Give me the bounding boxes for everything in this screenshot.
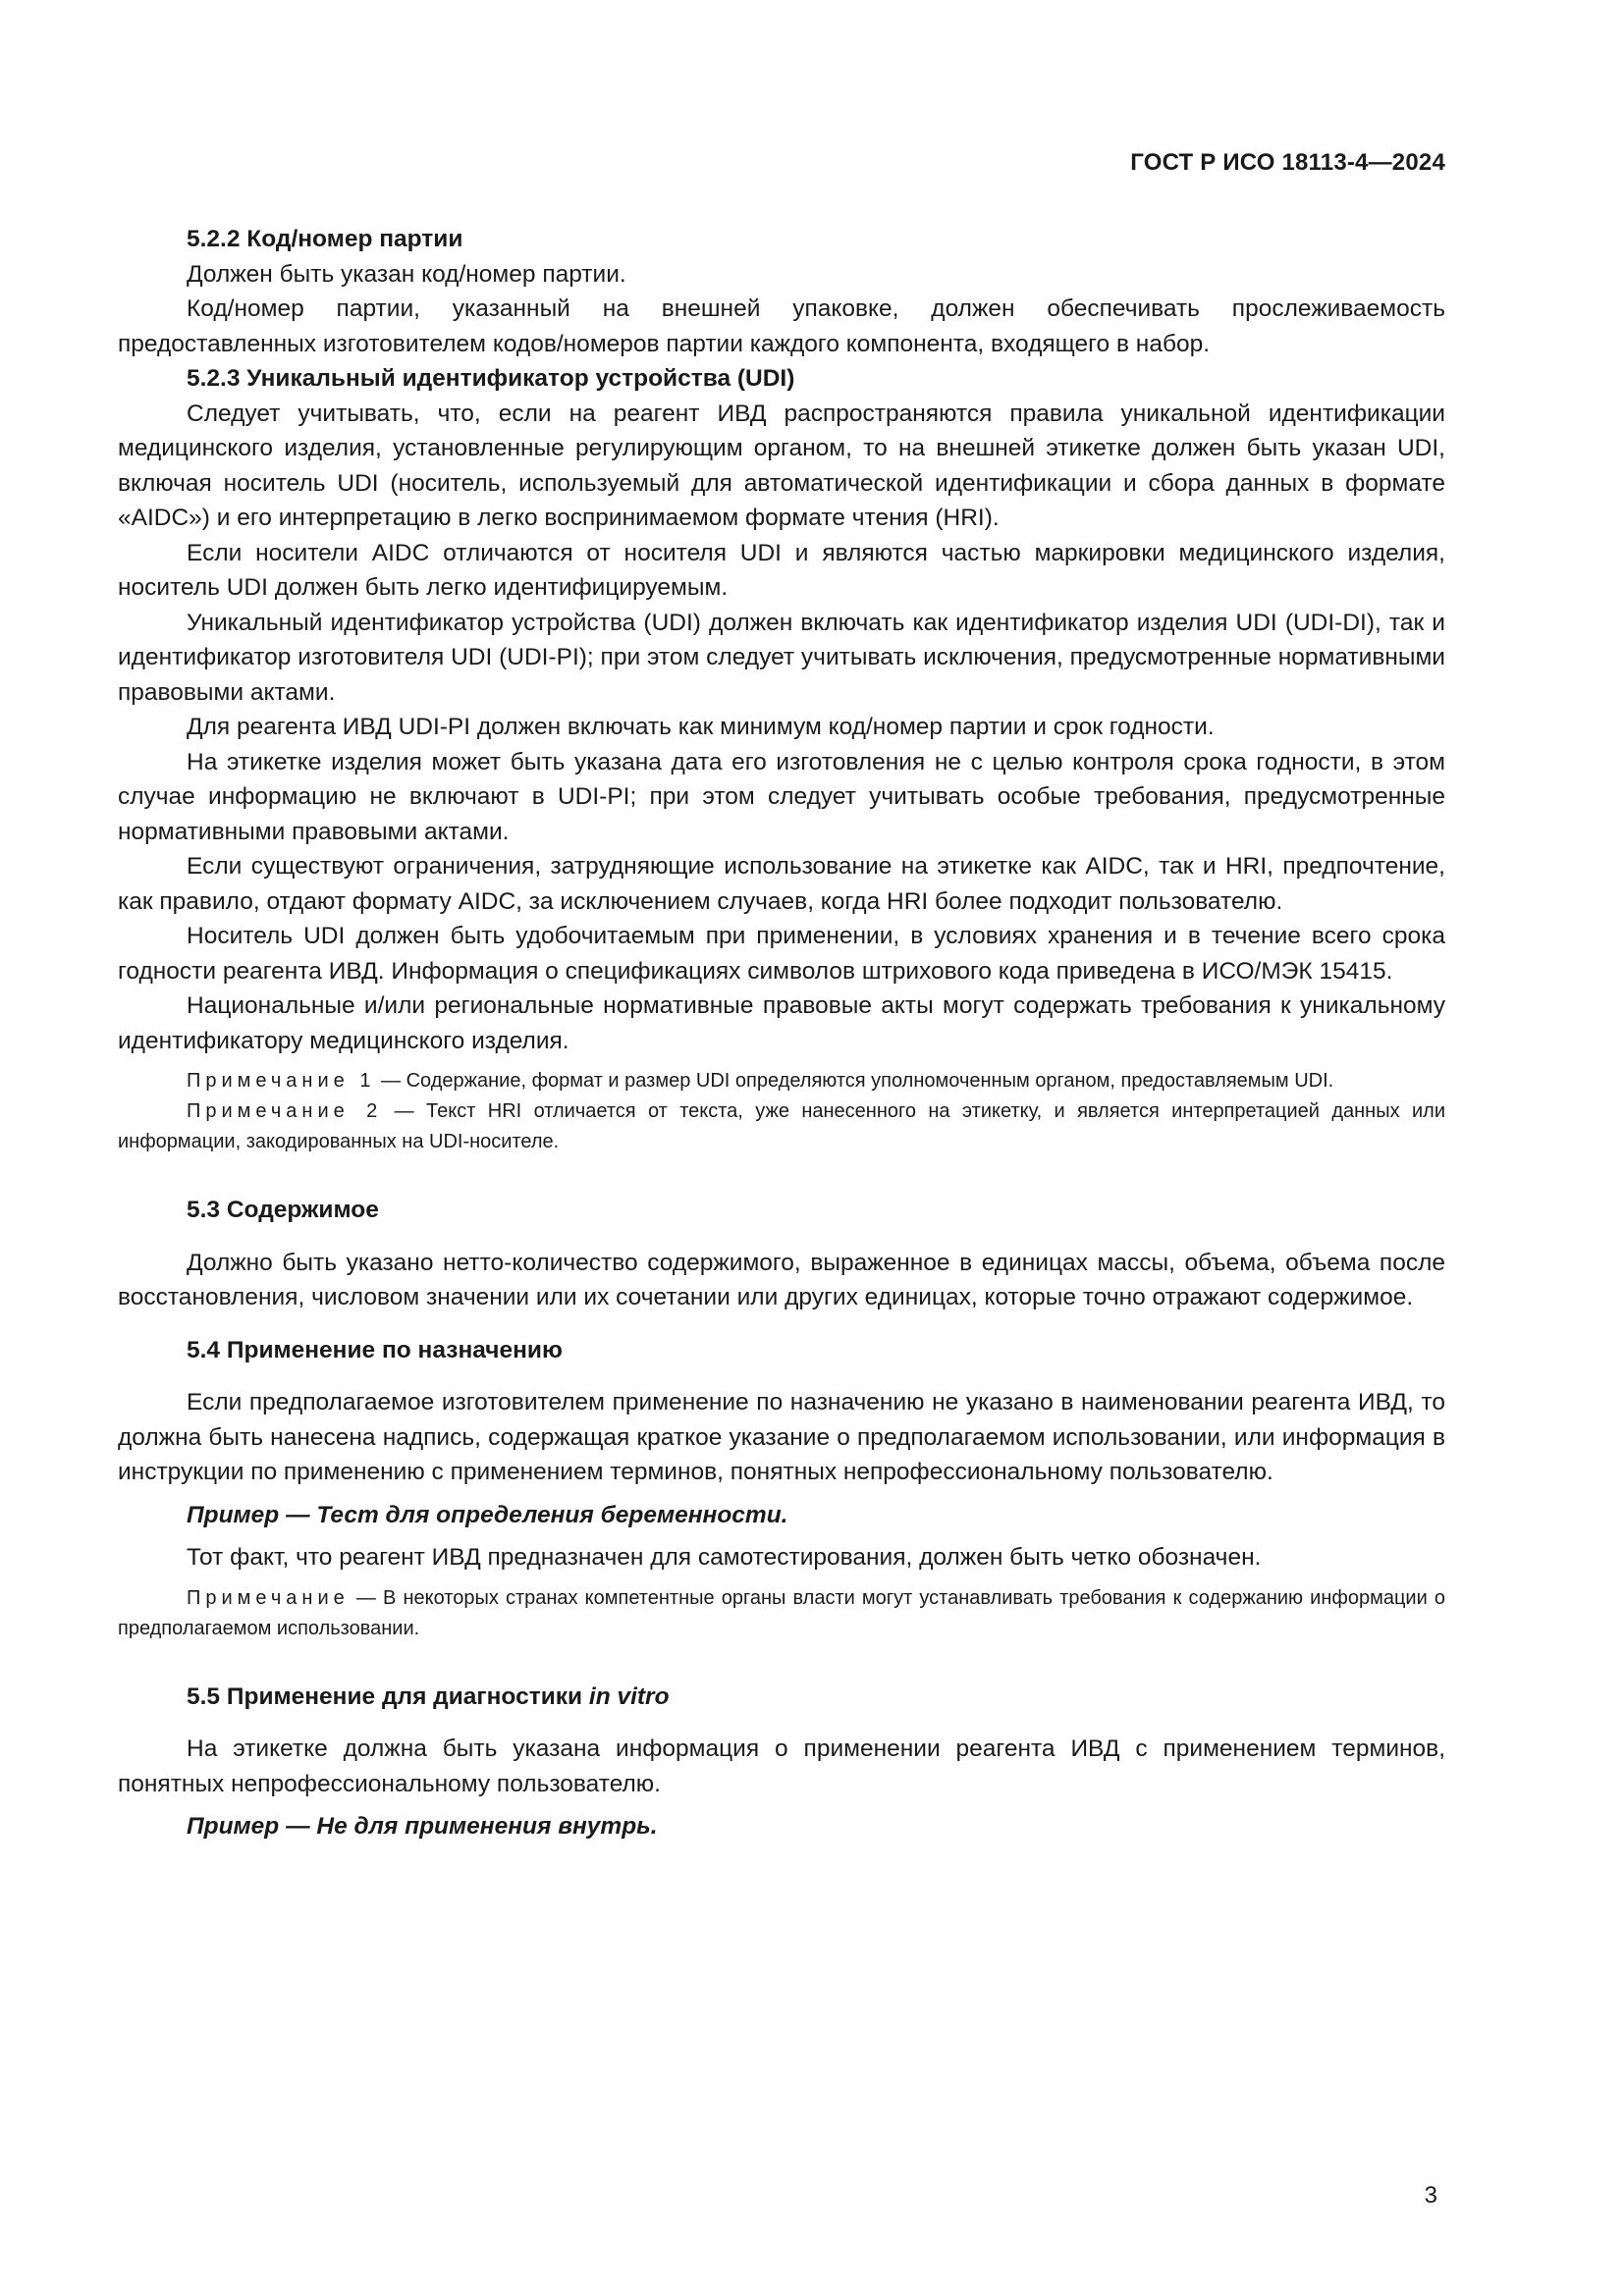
paragraph: Если носители AIDC отличаются от носителя UDI и являются частью маркировки медицинского изделия, носитель UDI должен быть легко идентифицируемым. [118,539,1445,601]
heading-5-3: 5.3 Содержимое [187,1197,379,1223]
note-label: Примечание 2 [187,1100,383,1122]
paragraph: Носитель UDI должен быть удобочитаемым при применении, в условиях хранения и в течение всего срока годности реагента ИВД. Информация о спецификациях символов штрихового кода приведена в ИСО/МЭК 15415. [118,923,1445,985]
paragraph: Национальные и/или региональные нормативные правовые акты могут содержать требования к уникальному идентификатору медицинского изделия. [118,992,1445,1054]
heading-5-5 [118,1680,1445,1715]
example: Пример — Не для применения внутрь. [187,1813,658,1840]
heading-5-2-2: 5.2.2 Код/номер партии [187,226,463,252]
note-label: Примечание [187,1586,350,1609]
paragraph: Если существуют ограничения, затрудняющие использование на этикетке как AIDC, так и HRI, предпочтение, как правило, отдают формату AIDC, за исключением случаев, когда HRI более подходит пользователю. [118,853,1445,915]
heading-italic-text: in vitro [588,1682,670,1710]
paragraph: На этикетке изделия может быть указана дата его изготовления не с целью контроля срока годности, в этом случае информацию не включают в UDI-PI; при этом следует учитывать особые требования, предусмотренные нормативными правовыми актами. [118,748,1445,845]
paragraph: Следует учитывать, что, если на реагент ИВД распространяются правила уникальной идентификации медицинского изделия, установленные регулирующим органом, то на внешней этикетке должен быть указан UDI, включая носитель UDI (носитель, используемый для автоматической идентификации и сбора данных в формате «AIDC») и его интерпретацию в легко воспринимаемом формате чтения (HRI). [118,400,1445,531]
paragraph: Если предполагаемое изготовителем применение по назначению не указано в наименовании реагента ИВД, то должна быть нанесена надпись, содержащая краткое указание о предполагаемом использовании, или информация в инструкции по применению с применением терминов, понятных непрофессиональному пользователю. [118,1389,1445,1485]
note-text: — Текст HRI отличается от текста, уже нанесенного на этикетку, и является интерпретацией данных или информации, закодированных на UDI-носителе. [118,1100,1445,1152]
document-header-standard-id: ГОСТ Р ИСО 18113-4—2024 [1130,149,1445,176]
heading-5-2-3: 5.2.3 Уникальный идентификатор устройства (UDI) [187,365,795,392]
example: Пример — Тест для определения беременности. [187,1501,788,1528]
paragraph: Код/номер партии, указанный на внешней упаковке, должен обеспечивать прослеживаемость предоставленных изготовителем кодов/номеров партии каждого компонента, входящего в набор. [118,295,1445,357]
paragraph: На этикетке должна быть указана информация о применении реагента ИВД с применением терминов, понятных непрофессиональному пользователю. [118,1735,1445,1797]
page-number: 3 [1424,2182,1437,2209]
heading-5-4: 5.4 Применение по назначению [187,1336,563,1363]
note-2 [118,1096,1445,1157]
paragraph: Должно быть указано нетто-количество содержимого, выраженное в единицах массы, объема, объема после восстановления, числовом значении или их сочетании или других единицах, которые точно отражают содержимое. [118,1249,1445,1310]
paragraph: Уникальный идентификатор устройства (UDI) должен включать как идентификатор изделия UDI (UDI-DI), так и идентификатор изготовителя UDI (UDI-PI); при этом следует учитывать исключения, предусмотренные нормативными правовыми актами. [118,609,1445,706]
note-label: Примечание 1 [187,1070,376,1092]
paragraph: Тот факт, что реагент ИВД предназначен для самотестирования, должен быть четко обозначен. [187,1544,1262,1571]
note-text: — В некоторых странах компетентные органы власти могут устанавливать требования к содержанию информации о предполагаемом использовании. [118,1586,1445,1639]
note-1 [118,1066,1445,1096]
paragraph: Должен быть указан код/номер партии. [187,260,626,288]
note [118,1583,1445,1644]
page-content [118,222,1445,1844]
heading-text: 5.5 Применение для диагностики [187,1682,589,1710]
paragraph: Для реагента ИВД UDI-PI должен включать как минимум код/номер партии и срок годности. [187,714,1215,740]
note-text: — Содержание, формат и размер UDI определяются уполномоченным органом, предоставляемым UDI. [375,1070,1334,1092]
